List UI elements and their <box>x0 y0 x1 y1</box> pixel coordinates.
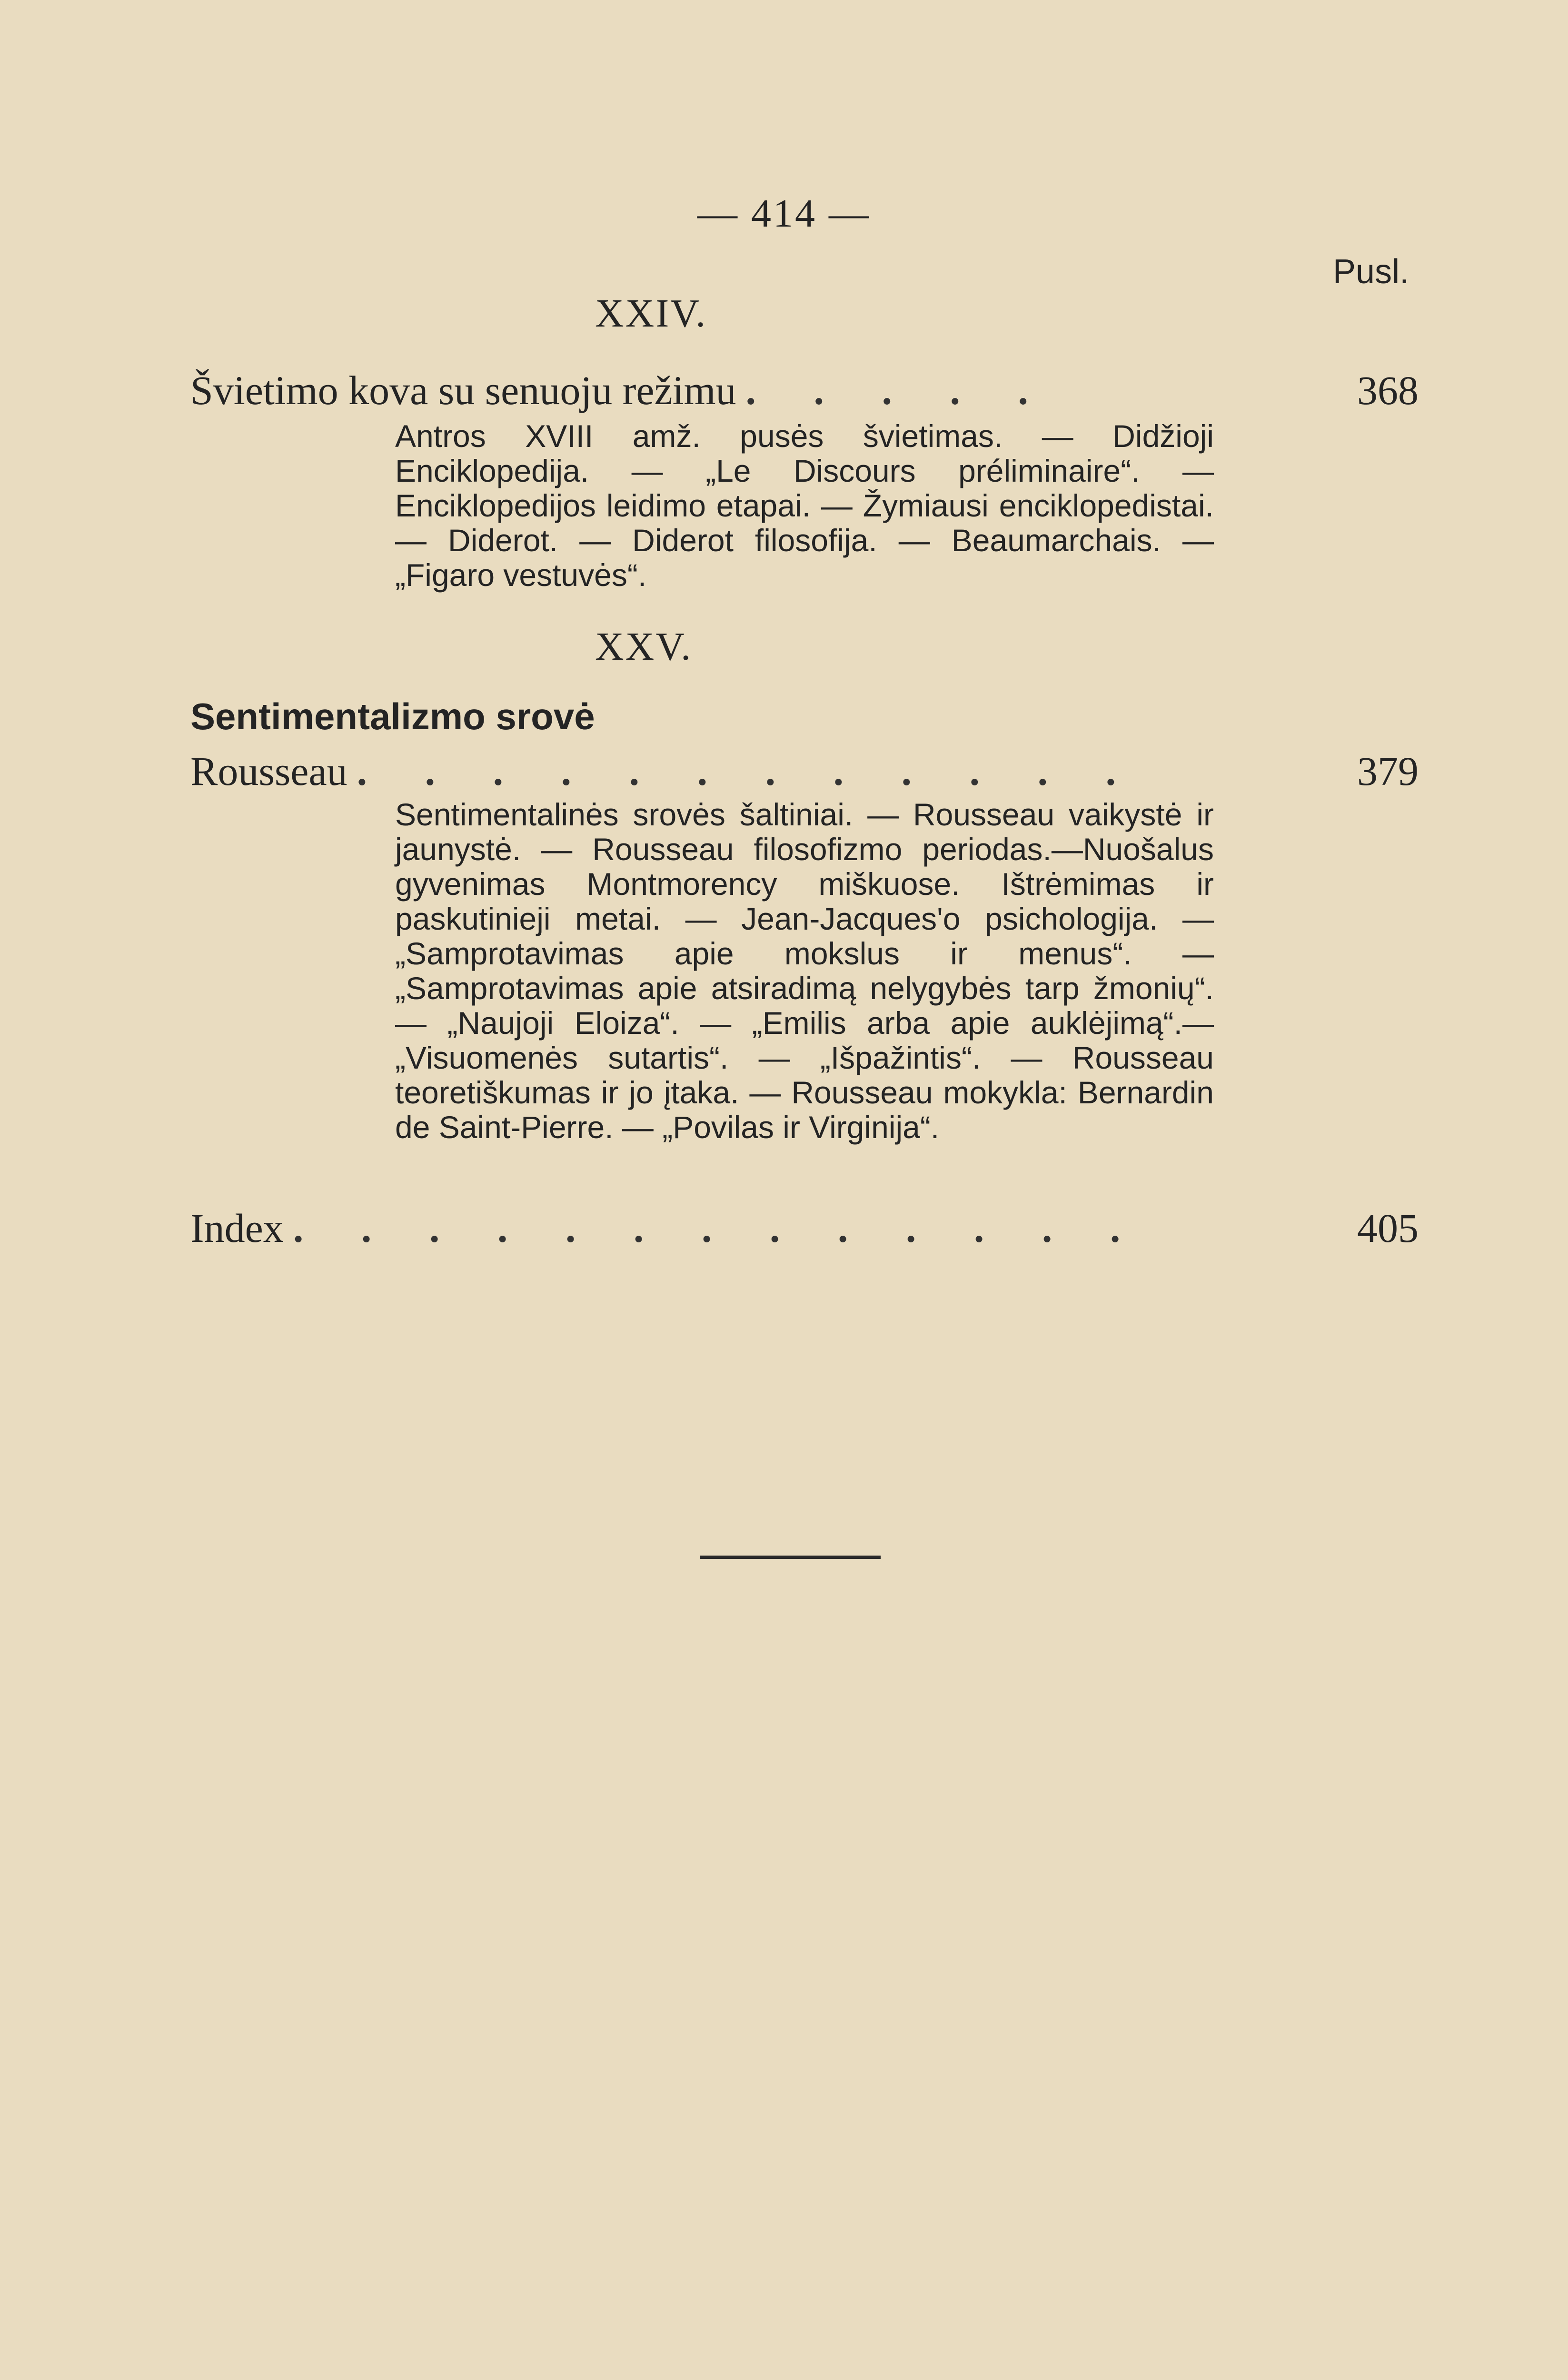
toc-entry-title: Rousseau <box>190 748 347 794</box>
section-heading: Sentimentalizmo srovė <box>190 695 595 737</box>
toc-entry-rousseau[interactable] <box>190 747 1419 795</box>
chapter-summary-xxv: Sentimentalinės srovės šaltiniai. — Rousseau vaikystė ir jaunystė. — Rousseau filosofizmo periodas.—Nuošalus gyvenimas Montmorency miškuose. Ištrėmimas ir paskutinieji metai. — Jean-Jacques'o psichologija. — „Samprotavimas apie mokslus ir menus“. — „Samprotavimas apie atsiradimą nelygybės tarp žmonių“. — „Naujoji Eloiza“. — „Emilis arba apie auklėjimą“.—„Visuomenės sutartis“. — „Išpažintis“. — Rousseau teoretiškumas ir jo įtaka. — Rousseau mokykla: Bernardin de Saint-Pierre. — „Povilas ir Virginija“. <box>395 797 1214 1145</box>
page-number: — 414 — <box>697 191 871 236</box>
toc-entry-title: Švietimo kova su senuoju režimu <box>190 367 736 413</box>
toc-entry-title: Index <box>190 1205 284 1251</box>
chapter-number-xxv: XXV. <box>595 625 693 669</box>
dot-leader: . . . . . . . . . . . . . <box>293 1205 1144 1251</box>
chapter-number-xxiv: XXIV. <box>595 291 707 336</box>
toc-entry-index[interactable] <box>190 1204 1419 1252</box>
chapter-summary-xxiv: Antros XVIII amž. pusės švietimas. — Didžioji Enciklopedija. — „Le Discours préliminaire“. — Enciklopedijos leidimo etapai. — Žymiausi enciklopedistai. — Diderot. — Diderot filosofija. — Beaumarchais. — „Figaro vestuvės“. <box>395 418 1214 593</box>
toc-entry-svietimo[interactable] <box>190 367 1419 414</box>
page-column-label: Pusl. <box>1333 253 1409 291</box>
toc-entry-page: 379 <box>1357 748 1419 794</box>
toc-entry-page: 368 <box>1357 367 1419 413</box>
end-rule <box>700 1556 881 1559</box>
toc-entry-page: 405 <box>1357 1205 1419 1251</box>
dot-leader: . . . . . . . . . . . . <box>357 748 1140 794</box>
dot-leader: . . . . . <box>745 367 1052 413</box>
